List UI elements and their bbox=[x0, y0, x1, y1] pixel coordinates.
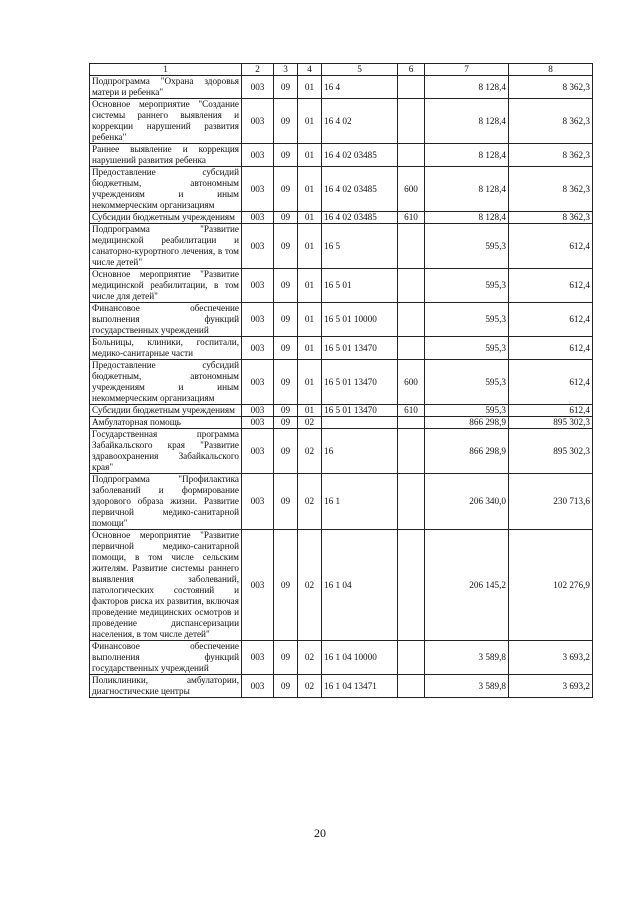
subsection-code: 01 bbox=[298, 360, 322, 405]
ministry-code: 003 bbox=[242, 429, 274, 474]
column-header: 8 bbox=[509, 64, 593, 76]
amount-year-1: 595,3 bbox=[425, 337, 509, 360]
item-name: Государственная программа Забайкальского края "Развитие здравоохранения Забайкальского края" bbox=[90, 429, 242, 474]
section-code: 09 bbox=[274, 144, 298, 167]
ministry-code: 003 bbox=[242, 167, 274, 212]
table-row bbox=[90, 530, 593, 641]
subsection-code: 01 bbox=[298, 269, 322, 303]
ministry-code: 003 bbox=[242, 144, 274, 167]
item-name: Основное мероприятие "Развитие медицинской реабилитации, в том числе для детей" bbox=[90, 269, 242, 303]
column-header: 5 bbox=[322, 64, 398, 76]
amount-year-2: 8 362,3 bbox=[509, 167, 593, 212]
amount-year-2: 895 302,3 bbox=[509, 429, 593, 474]
item-name: Раннее выявление и коррекция нарушений развития ребенка bbox=[90, 144, 242, 167]
document-page bbox=[89, 63, 592, 698]
subsection-code: 02 bbox=[298, 474, 322, 530]
amount-year-2: 3 693,2 bbox=[509, 675, 593, 698]
expense-type-code bbox=[398, 417, 425, 429]
subsection-code: 01 bbox=[298, 167, 322, 212]
target-article-code: 16 4 02 03485 bbox=[322, 167, 398, 212]
column-header: 2 bbox=[242, 64, 274, 76]
ministry-code: 003 bbox=[242, 360, 274, 405]
amount-year-1: 595,3 bbox=[425, 224, 509, 269]
amount-year-1: 8 128,4 bbox=[425, 144, 509, 167]
subsection-code: 01 bbox=[298, 337, 322, 360]
item-name: Основное мероприятие "Развитие первичной медико-санитарной помощи, в том числе сельским жителям. Развитие системы раннего выявления заболеваний, патологических состояний и факторов риска их развития, включая проведение медицинских осмотров и проведение диспансеризации населения, в том числе детей" bbox=[90, 530, 242, 641]
amount-year-2: 612,4 bbox=[509, 405, 593, 417]
expense-type-code bbox=[398, 76, 425, 99]
item-name: Субсидии бюджетным учреждениям bbox=[90, 212, 242, 224]
amount-year-1: 8 128,4 bbox=[425, 76, 509, 99]
section-code: 09 bbox=[274, 417, 298, 429]
ministry-code: 003 bbox=[242, 224, 274, 269]
table-row bbox=[90, 405, 593, 417]
target-article-code: 16 4 02 03485 bbox=[322, 144, 398, 167]
item-name: Подпрограмма "Профилактика заболеваний и формирование здорового образа жизни. Развитие первичной медико-санитарной помощи" bbox=[90, 474, 242, 530]
amount-year-1: 595,3 bbox=[425, 269, 509, 303]
subsection-code: 01 bbox=[298, 224, 322, 269]
ministry-code: 003 bbox=[242, 641, 274, 675]
item-name: Поликлиники, амбулатории, диагностические центры bbox=[90, 675, 242, 698]
amount-year-2: 612,4 bbox=[509, 269, 593, 303]
subsection-code: 02 bbox=[298, 675, 322, 698]
target-article-code: 16 5 01 10000 bbox=[322, 303, 398, 337]
column-header: 3 bbox=[274, 64, 298, 76]
subsection-code: 01 bbox=[298, 76, 322, 99]
amount-year-1: 3 589,8 bbox=[425, 675, 509, 698]
section-code: 09 bbox=[274, 530, 298, 641]
expense-type-code bbox=[398, 303, 425, 337]
target-article-code: 16 5 01 13470 bbox=[322, 337, 398, 360]
item-name: Основное мероприятие "Создание системы раннего выявления и коррекции нарушений развития ребенка" bbox=[90, 99, 242, 144]
target-article-code: 16 1 04 13471 bbox=[322, 675, 398, 698]
expense-type-code bbox=[398, 144, 425, 167]
expense-type-code: 610 bbox=[398, 212, 425, 224]
amount-year-2: 612,4 bbox=[509, 360, 593, 405]
amount-year-1: 8 128,4 bbox=[425, 167, 509, 212]
ministry-code: 003 bbox=[242, 675, 274, 698]
subsection-code: 02 bbox=[298, 641, 322, 675]
ministry-code: 003 bbox=[242, 474, 274, 530]
column-header: 6 bbox=[398, 64, 425, 76]
amount-year-1: 3 589,8 bbox=[425, 641, 509, 675]
target-article-code: 16 1 04 10000 bbox=[322, 641, 398, 675]
subsection-code: 02 bbox=[298, 429, 322, 474]
target-article-code: 16 4 bbox=[322, 76, 398, 99]
column-header: 1 bbox=[90, 64, 242, 76]
target-article-code: 16 5 bbox=[322, 224, 398, 269]
subsection-code: 02 bbox=[298, 417, 322, 429]
table-row bbox=[90, 303, 593, 337]
header-row bbox=[90, 64, 593, 76]
target-article-code: 16 4 02 03485 bbox=[322, 212, 398, 224]
section-code: 09 bbox=[274, 224, 298, 269]
section-code: 09 bbox=[274, 675, 298, 698]
table-row bbox=[90, 675, 593, 698]
section-code: 09 bbox=[274, 99, 298, 144]
ministry-code: 003 bbox=[242, 76, 274, 99]
subsection-code: 01 bbox=[298, 405, 322, 417]
expense-type-code bbox=[398, 99, 425, 144]
amount-year-2: 8 362,3 bbox=[509, 99, 593, 144]
target-article-code: 16 5 01 13470 bbox=[322, 360, 398, 405]
ministry-code: 003 bbox=[242, 417, 274, 429]
ministry-code: 003 bbox=[242, 303, 274, 337]
amount-year-1: 8 128,4 bbox=[425, 99, 509, 144]
item-name: Предоставление субсидий бюджетным, автономным учреждениям и иным некоммерческим организациям bbox=[90, 167, 242, 212]
table-row bbox=[90, 167, 593, 212]
expense-type-code bbox=[398, 224, 425, 269]
table-row bbox=[90, 360, 593, 405]
target-article-code: 16 5 01 13470 bbox=[322, 405, 398, 417]
table-row bbox=[90, 144, 593, 167]
section-code: 09 bbox=[274, 167, 298, 212]
ministry-code: 003 bbox=[242, 405, 274, 417]
item-name: Больницы, клиники, госпитали, медико-санитарные части bbox=[90, 337, 242, 360]
expense-type-code bbox=[398, 474, 425, 530]
budget-table bbox=[89, 63, 593, 698]
column-header: 7 bbox=[425, 64, 509, 76]
section-code: 09 bbox=[274, 303, 298, 337]
amount-year-1: 595,3 bbox=[425, 405, 509, 417]
subsection-code: 01 bbox=[298, 144, 322, 167]
item-name: Субсидии бюджетным учреждениям bbox=[90, 405, 242, 417]
amount-year-2: 3 693,2 bbox=[509, 641, 593, 675]
table-row bbox=[90, 224, 593, 269]
subsection-code: 01 bbox=[298, 99, 322, 144]
amount-year-2: 612,4 bbox=[509, 337, 593, 360]
amount-year-1: 866 298,9 bbox=[425, 429, 509, 474]
item-name: Предоставление субсидий бюджетным, автономным учреждениям и иным некоммерческим организациям bbox=[90, 360, 242, 405]
amount-year-1: 866 298,9 bbox=[425, 417, 509, 429]
amount-year-2: 102 276,9 bbox=[509, 530, 593, 641]
amount-year-1: 595,3 bbox=[425, 360, 509, 405]
amount-year-1: 206 340,0 bbox=[425, 474, 509, 530]
table-row bbox=[90, 641, 593, 675]
item-name: Амбулаторная помощь bbox=[90, 417, 242, 429]
amount-year-2: 895 302,3 bbox=[509, 417, 593, 429]
table-row bbox=[90, 269, 593, 303]
item-name: Финансовое обеспечение выполнения функций государственных учреждений bbox=[90, 303, 242, 337]
table-row bbox=[90, 417, 593, 429]
expense-type-code: 600 bbox=[398, 167, 425, 212]
expense-type-code bbox=[398, 675, 425, 698]
table-row bbox=[90, 212, 593, 224]
ministry-code: 003 bbox=[242, 212, 274, 224]
section-code: 09 bbox=[274, 641, 298, 675]
subsection-code: 01 bbox=[298, 303, 322, 337]
expense-type-code bbox=[398, 429, 425, 474]
target-article-code: 16 1 04 bbox=[322, 530, 398, 641]
section-code: 09 bbox=[274, 360, 298, 405]
amount-year-2: 230 713,6 bbox=[509, 474, 593, 530]
expense-type-code bbox=[398, 641, 425, 675]
item-name: Подпрограмма "Развитие медицинской реабилитации и санаторно-курортного лечения, в том числе детей" bbox=[90, 224, 242, 269]
expense-type-code bbox=[398, 337, 425, 360]
column-header: 4 bbox=[298, 64, 322, 76]
section-code: 09 bbox=[274, 212, 298, 224]
target-article-code: 16 1 bbox=[322, 474, 398, 530]
amount-year-2: 8 362,3 bbox=[509, 144, 593, 167]
amount-year-2: 8 362,3 bbox=[509, 212, 593, 224]
subsection-code: 02 bbox=[298, 530, 322, 641]
target-article-code: 16 4 02 bbox=[322, 99, 398, 144]
target-article-code: 16 bbox=[322, 429, 398, 474]
table-row bbox=[90, 429, 593, 474]
item-name: Финансовое обеспечение выполнения функций государственных учреждений bbox=[90, 641, 242, 675]
expense-type-code bbox=[398, 530, 425, 641]
ministry-code: 003 bbox=[242, 99, 274, 144]
expense-type-code: 600 bbox=[398, 360, 425, 405]
amount-year-2: 8 362,3 bbox=[509, 76, 593, 99]
section-code: 09 bbox=[274, 474, 298, 530]
amount-year-1: 595,3 bbox=[425, 303, 509, 337]
section-code: 09 bbox=[274, 337, 298, 360]
section-code: 09 bbox=[274, 429, 298, 474]
amount-year-1: 206 145,2 bbox=[425, 530, 509, 641]
section-code: 09 bbox=[274, 405, 298, 417]
ministry-code: 003 bbox=[242, 530, 274, 641]
amount-year-2: 612,4 bbox=[509, 224, 593, 269]
ministry-code: 003 bbox=[242, 337, 274, 360]
expense-type-code bbox=[398, 269, 425, 303]
page-number: 20 bbox=[314, 826, 326, 840]
section-code: 09 bbox=[274, 269, 298, 303]
amount-year-1: 8 128,4 bbox=[425, 212, 509, 224]
table-row bbox=[90, 76, 593, 99]
table-row bbox=[90, 337, 593, 360]
target-article-code bbox=[322, 417, 398, 429]
ministry-code: 003 bbox=[242, 269, 274, 303]
section-code: 09 bbox=[274, 76, 298, 99]
subsection-code: 01 bbox=[298, 212, 322, 224]
item-name: Подпрограмма "Охрана здоровья матери и ребенка" bbox=[90, 76, 242, 99]
target-article-code: 16 5 01 bbox=[322, 269, 398, 303]
amount-year-2: 612,4 bbox=[509, 303, 593, 337]
expense-type-code: 610 bbox=[398, 405, 425, 417]
table-row bbox=[90, 99, 593, 144]
table-row bbox=[90, 474, 593, 530]
